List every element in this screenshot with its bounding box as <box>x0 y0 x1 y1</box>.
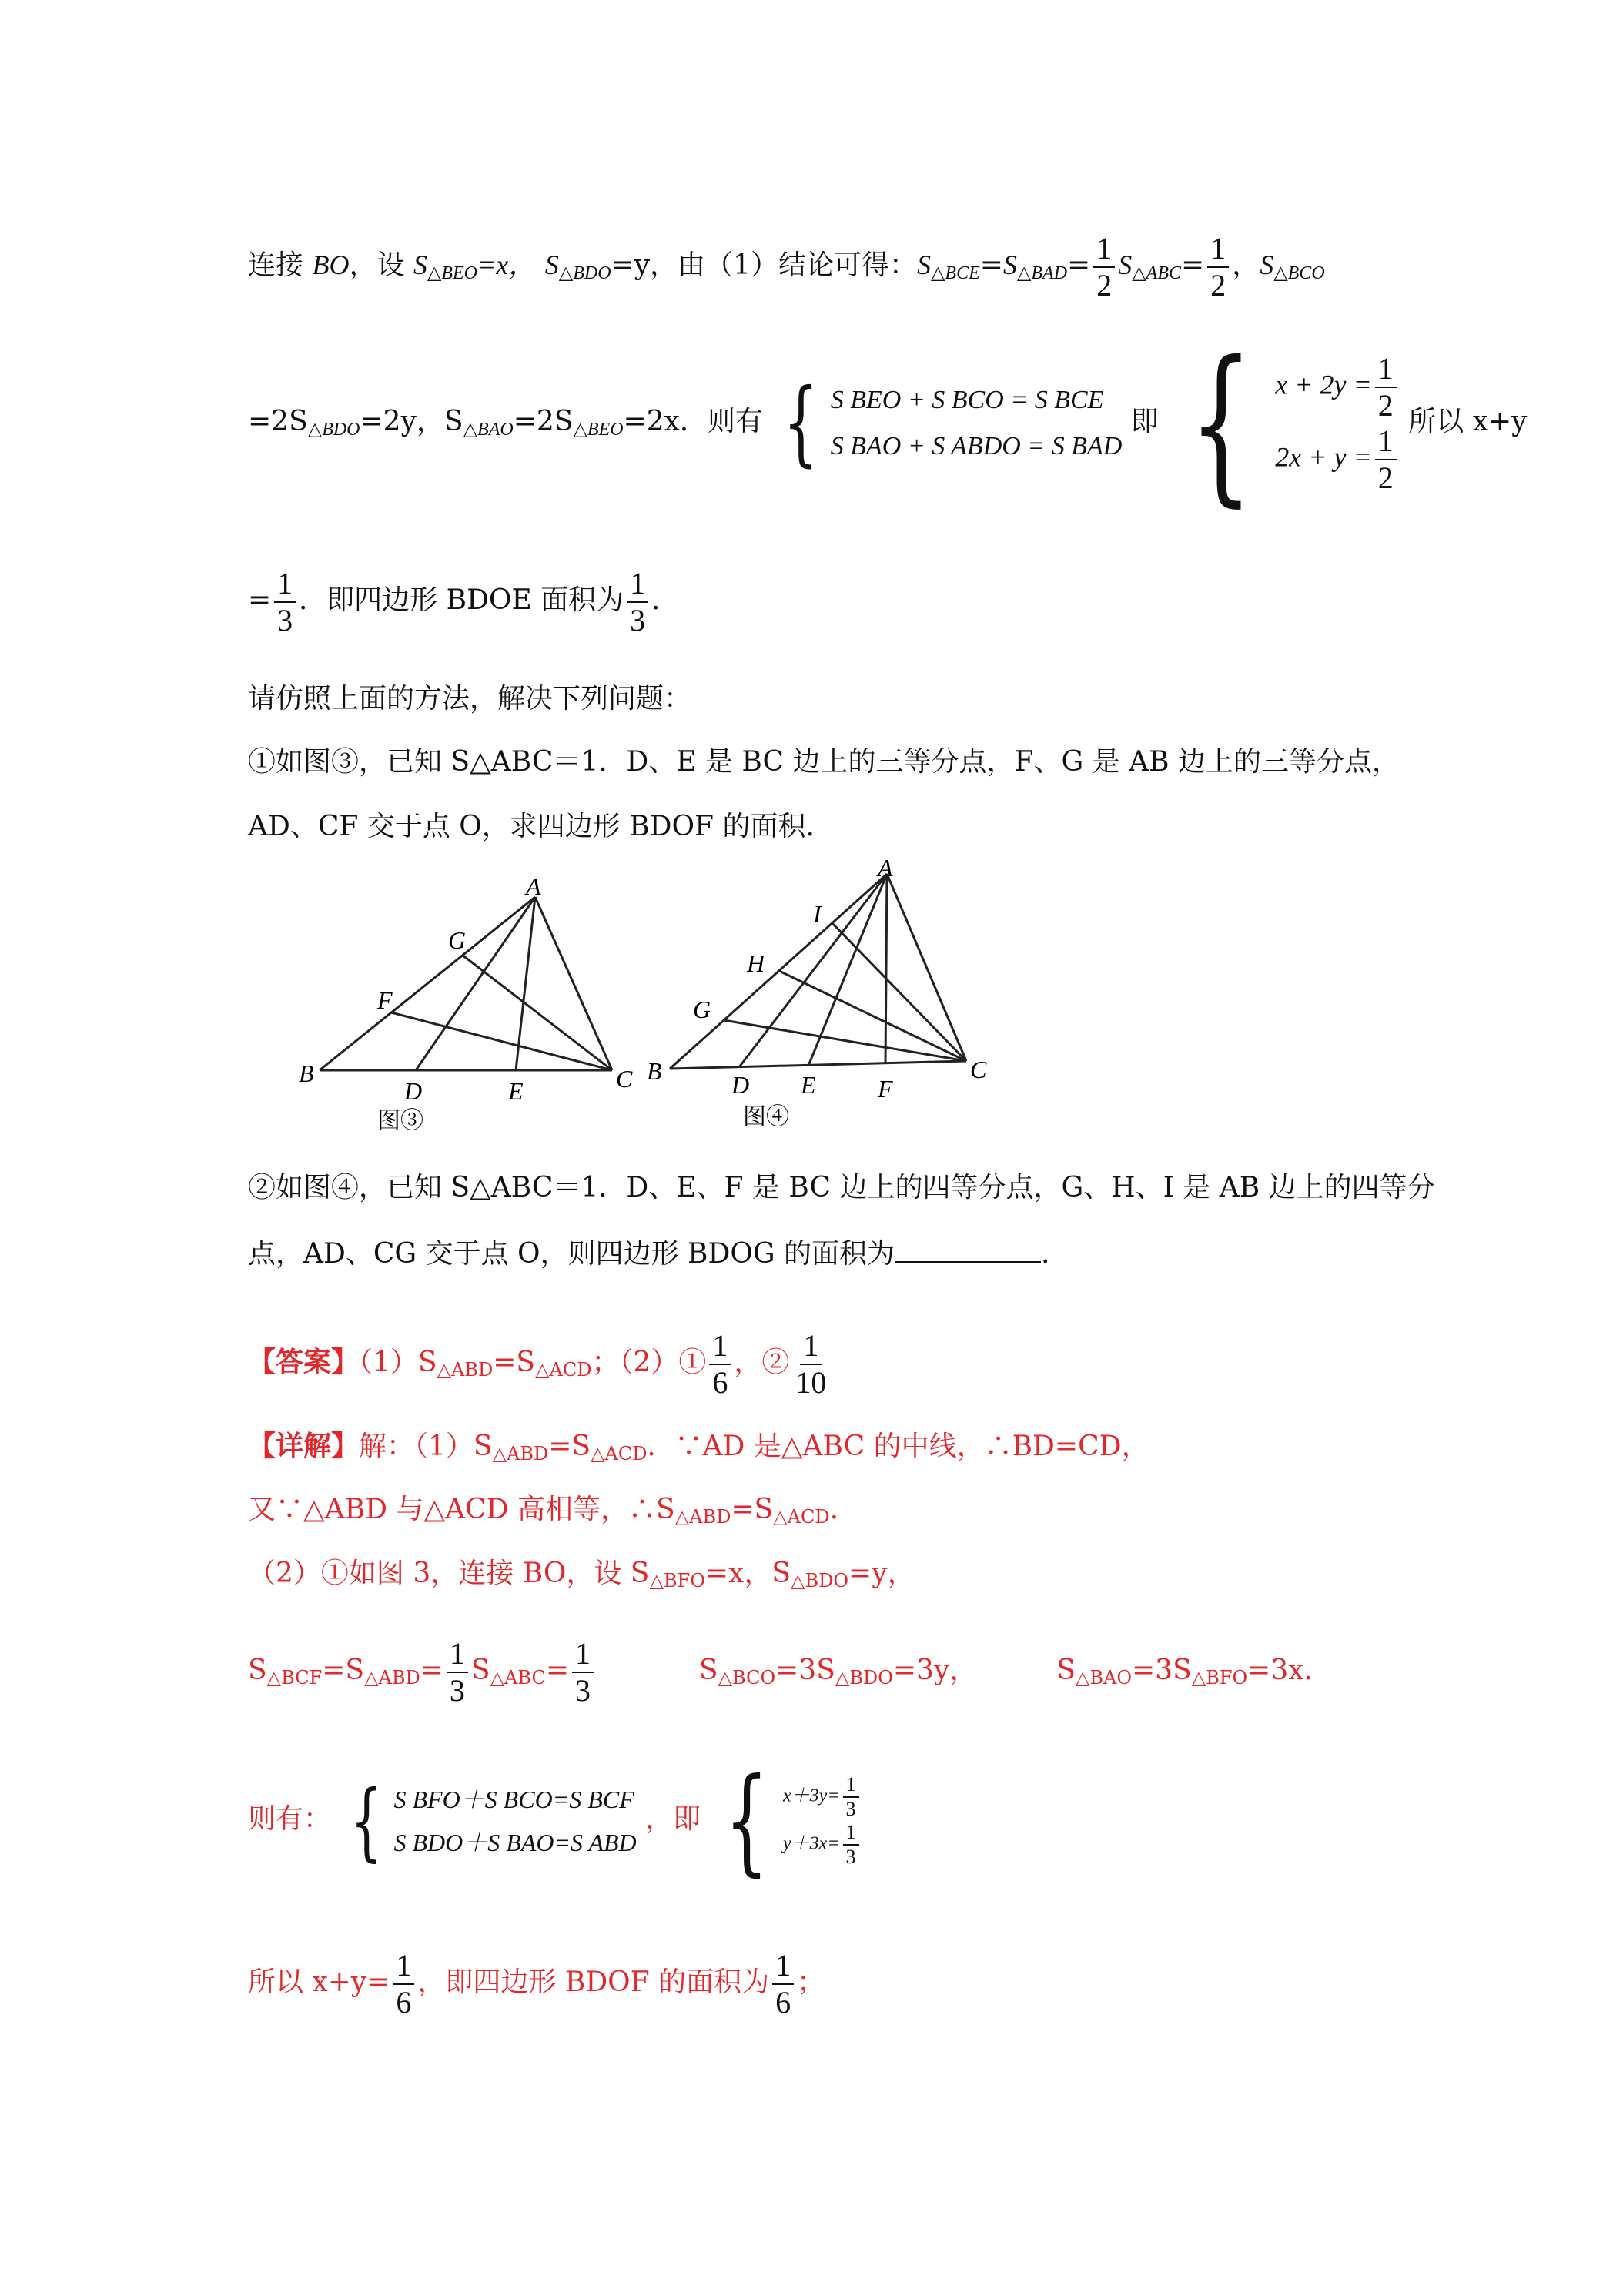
label-b: B <box>299 1059 314 1087</box>
label-e: E <box>508 1077 524 1105</box>
para-6: AD、CF 交于点 O，求四边形 BDOF 的面积. <box>248 811 815 842</box>
para-4: 请仿照上面的方法，解决下列问题： <box>248 683 692 715</box>
label-c: C <box>616 1065 633 1093</box>
label-i: I <box>813 900 822 928</box>
detail-2: 又∵△ABD 与△ACD 高相等，$\therefore S_{\triangle ABD}=S_{\triangle ACD}$. <box>248 1494 839 1528</box>
label-d: D <box>404 1077 423 1105</box>
detail-1: 【详解】解：$(1)S_{\triangle ABD}=S_{\triangle ACD}$．∵AD 是△ABC 的中线，∴BD=CD， <box>248 1430 1149 1464</box>
figure-4-caption: 图④ <box>743 1104 789 1130</box>
figure-3-caption: 图③ <box>377 1108 423 1133</box>
para-8: 点，AD、CG 交于点 O，则四边形 BDOG 的面积为 . <box>248 1238 1050 1270</box>
equation-system-3: { S BFO＋S BCO=S BCF S BDO＋S BAO=S ABD <box>350 1772 637 1870</box>
para-1: 连接 BO，设 $S_{\triangle BEO}=x$， $S_{\triangle BDO}=y$，由（1）结论可得：$S_{\triangle BCE}=S_{\triangle BAD}=$ $\frac{1}{2}$ $S_{\triangle ABC}=$ $\frac{1}{2}$ ，$S_{\triangle BCO}$ <box>248 231 1325 303</box>
detail-6: 所以 x+y= $\frac{1}{6}$ ，即四边形 BDOF 的面积为 $\frac{1}{6}$ ； <box>248 1948 825 2020</box>
para-5: ①如图③，已知 S△ABC＝1．D、E 是 BC 边上的三等分点，F、G 是 AB 边上的三等分点， <box>248 746 1400 778</box>
fraction-half: $\frac{1}{2}$ <box>1207 231 1229 303</box>
label-f: F <box>377 986 393 1014</box>
label-b: B <box>647 1057 662 1085</box>
label-a: A <box>526 872 541 900</box>
label-g: G <box>693 996 711 1023</box>
label-e: E <box>801 1071 816 1099</box>
label-d: D <box>731 1071 750 1099</box>
label-a: A <box>878 855 893 882</box>
equation-system-1: { S BEO + S BCO = S BCE S BAO + S ABDO = S BAD <box>783 370 1123 477</box>
detail-5: 则有： { S BFO＋S BCO=S BCF S BDO＋S BAO=S ABD ，即 { x＋3y= $\frac{1}{3}$ y＋3x= $\frac{1}{3}$ <box>248 1763 862 1879</box>
detail-3: （2）①如图 3，连接 BO，设 $S_{\triangle BFO}=x$，$S_{\triangle BDO}=y$， <box>248 1558 915 1591</box>
equation-system-2: { x + 2y = $\frac{1}{2}$ 2x + y = $\frac{1}{2}$ <box>1167 339 1400 508</box>
answer-line: 【答案】$(1)S_{\triangle ABD}=S_{\triangle ACD}$；（2）① $\frac{1}{6}$ ，② $\frac{1}{10}$ <box>248 1328 827 1400</box>
fraction-half: $\frac{1}{2}$ <box>1093 231 1115 303</box>
figure-3 <box>293 862 647 1147</box>
para-3: = $\frac{1}{3}$ ．即四边形 BDOE 面积为 $\frac{1}{3}$ ． <box>248 566 680 638</box>
label-c: C <box>970 1056 987 1083</box>
detail-4: $S_{\triangle BCF}=S_{\triangle ABD}=$ $\frac{1}{3}$ $S_{\triangle ABC}=$ $\frac{1}{3}$ $S_{\triangle BCO}=3S_{\triangle BDO}=3y$， $S_{\triangle BAO}=3S_{\triangle BFO}=3x$. <box>248 1636 1313 1708</box>
label-h: H <box>747 949 765 977</box>
equation-system-4: { x＋3y= $\frac{1}{3}$ y＋3x= $\frac{1}{3}$ <box>710 1763 862 1879</box>
label-f: F <box>878 1075 893 1103</box>
figure-4 <box>647 855 1016 1147</box>
para-2: $=2S_{\triangle BDO}=2y$，$S_{\triangle BAO}=2S_{\triangle BEO}=2x$．则有 { S BEO + S BCO = S BCE S BAO + S ABDO = S BAD 即 { x + 2y = $\frac{1}{2}$ 2x + y = $\frac{1}{2}$ 所以 x+y <box>248 325 1528 522</box>
para-7: ②如图④，已知 S△ABC＝1．D、E、F 是 BC 边上的四等分点，G、H、I 是 AB 边上的四等分 <box>248 1172 1435 1203</box>
answer-blank <box>895 1238 1041 1263</box>
label-g: G <box>448 926 467 954</box>
